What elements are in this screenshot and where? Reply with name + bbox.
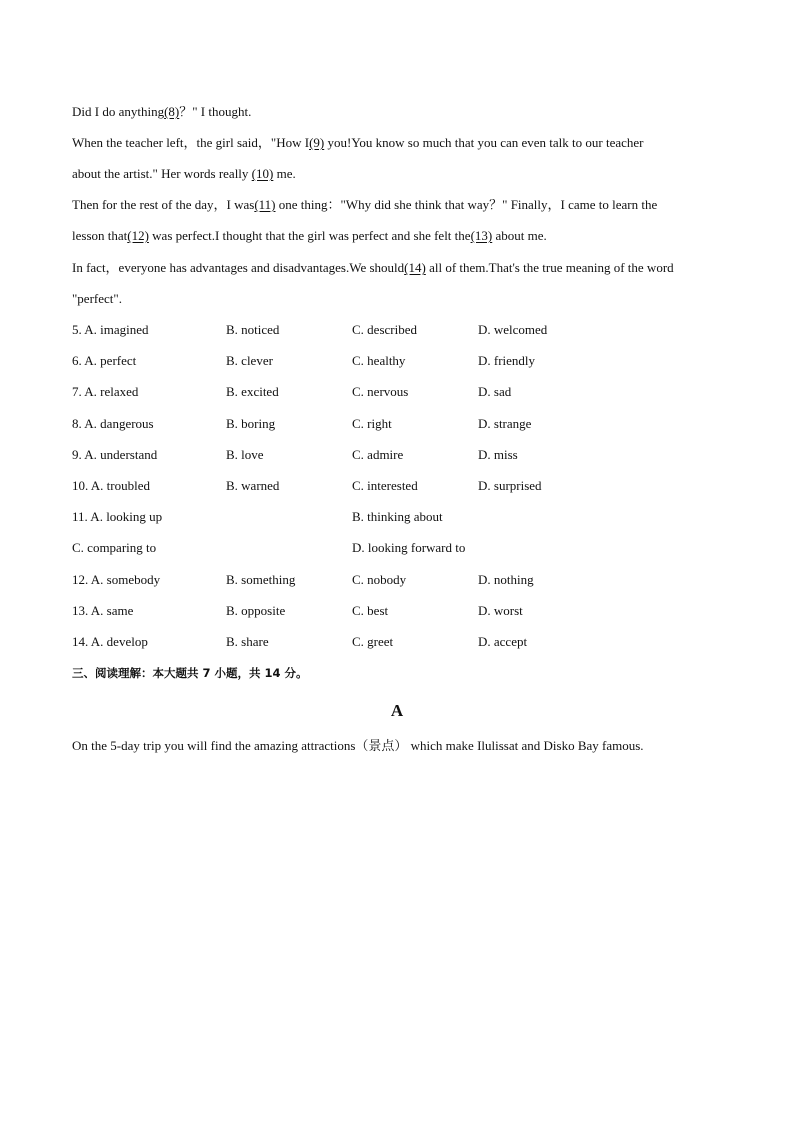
- passage-text: When the teacher left，the girl said，"How I: [72, 135, 310, 150]
- passage-line-4: [72, 197, 732, 213]
- option-a: 9. A. understand: [72, 447, 158, 462]
- passage-line-6: [72, 260, 732, 276]
- blank-11: (11): [254, 197, 276, 212]
- option-b: B. love: [226, 447, 264, 462]
- option-c: C. nervous: [352, 384, 409, 399]
- passage-text: about the artist." Her words really: [72, 166, 252, 181]
- option-d: D. accept: [478, 634, 528, 649]
- passage-text: about me.: [492, 228, 547, 243]
- blank-13: (13): [470, 228, 493, 243]
- option-a: 6. A. perfect: [72, 353, 137, 368]
- option-d: D. surprised: [478, 478, 542, 493]
- option-c: C. greet: [352, 634, 394, 649]
- option-d: D. welcomed: [478, 322, 548, 337]
- passage-text: one thing："Why did she think that way？" Finally，I came to learn the: [275, 197, 658, 212]
- option-a: 14. A. develop: [72, 634, 148, 649]
- passage-text: lesson that: [72, 228, 128, 243]
- option-c: C. described: [352, 322, 417, 337]
- blank-9: (9): [309, 135, 325, 150]
- passage-text: "perfect".: [72, 291, 122, 306]
- option-c: C. nobody: [352, 572, 407, 587]
- passage-text: In fact，everyone has advantages and disadvantages.We should: [72, 260, 405, 275]
- option-b: B. noticed: [226, 322, 280, 337]
- option-d: D. strange: [478, 416, 532, 431]
- option-c: C. right: [352, 416, 392, 431]
- blank-8: (8): [164, 104, 180, 119]
- passage-title: A: [390, 701, 404, 720]
- blank-12: (12): [127, 228, 149, 243]
- option-c: C. best: [352, 603, 389, 618]
- option-b: B. excited: [226, 384, 279, 399]
- option-b: B. thinking about: [352, 509, 443, 524]
- option-a: 8. A. dangerous: [72, 416, 154, 431]
- option-b: B. boring: [226, 416, 276, 431]
- passage-text: me.: [273, 166, 296, 181]
- option-c: C. healthy: [352, 353, 406, 368]
- option-b: B. opposite: [226, 603, 286, 618]
- passage-line-7: [72, 291, 732, 307]
- passage-text: Then for the rest of the day，I was: [72, 197, 255, 212]
- option-a: 11. A. looking up: [72, 509, 163, 524]
- blank-14: (14): [404, 260, 426, 275]
- option-a: 12. A. somebody: [72, 572, 161, 587]
- passage-line-5: [72, 228, 732, 244]
- option-b: B. clever: [226, 353, 273, 368]
- option-a: 10. A. troubled: [72, 478, 150, 493]
- option-a: 13. A. same: [72, 603, 134, 618]
- passage-line-1: [72, 104, 732, 120]
- passage-line-2: [72, 135, 732, 151]
- passage-line-3: [72, 166, 732, 182]
- option-d: D. friendly: [478, 353, 536, 368]
- section-heading: 三、阅读理解：本大题共 7 小题，共 14 分。: [72, 666, 308, 680]
- option-a: 5. A. imagined: [72, 322, 149, 337]
- option-b: B. warned: [226, 478, 280, 493]
- option-b: B. something: [226, 572, 296, 587]
- passage-text: Did I do anything: [72, 104, 165, 119]
- passage-text: ？" I thought.: [179, 104, 252, 119]
- option-d: D. nothing: [478, 572, 534, 587]
- option-a: 7. A. relaxed: [72, 384, 139, 399]
- passage-text: you!You know so much that you can even talk to our teacher: [324, 135, 644, 150]
- option-c: C. interested: [352, 478, 418, 493]
- passage-text: all of them.That's the true meaning of the word: [425, 260, 674, 275]
- option-d: D. worst: [478, 603, 523, 618]
- blank-10: (10): [251, 166, 274, 181]
- option-c: C. admire: [352, 447, 404, 462]
- passage-intro: On the 5-day trip you will find the amazing attractions（景点） which make Ilulissat and Disko Bay famous.: [72, 738, 644, 753]
- passage-text: was perfect.I thought that the girl was perfect and she felt the: [148, 228, 471, 243]
- option-d: D. sad: [478, 384, 512, 399]
- option-b: B. share: [226, 634, 269, 649]
- option-c: C. comparing to: [72, 540, 157, 555]
- option-d: D. miss: [478, 447, 518, 462]
- option-d: D. looking forward to: [352, 540, 466, 555]
